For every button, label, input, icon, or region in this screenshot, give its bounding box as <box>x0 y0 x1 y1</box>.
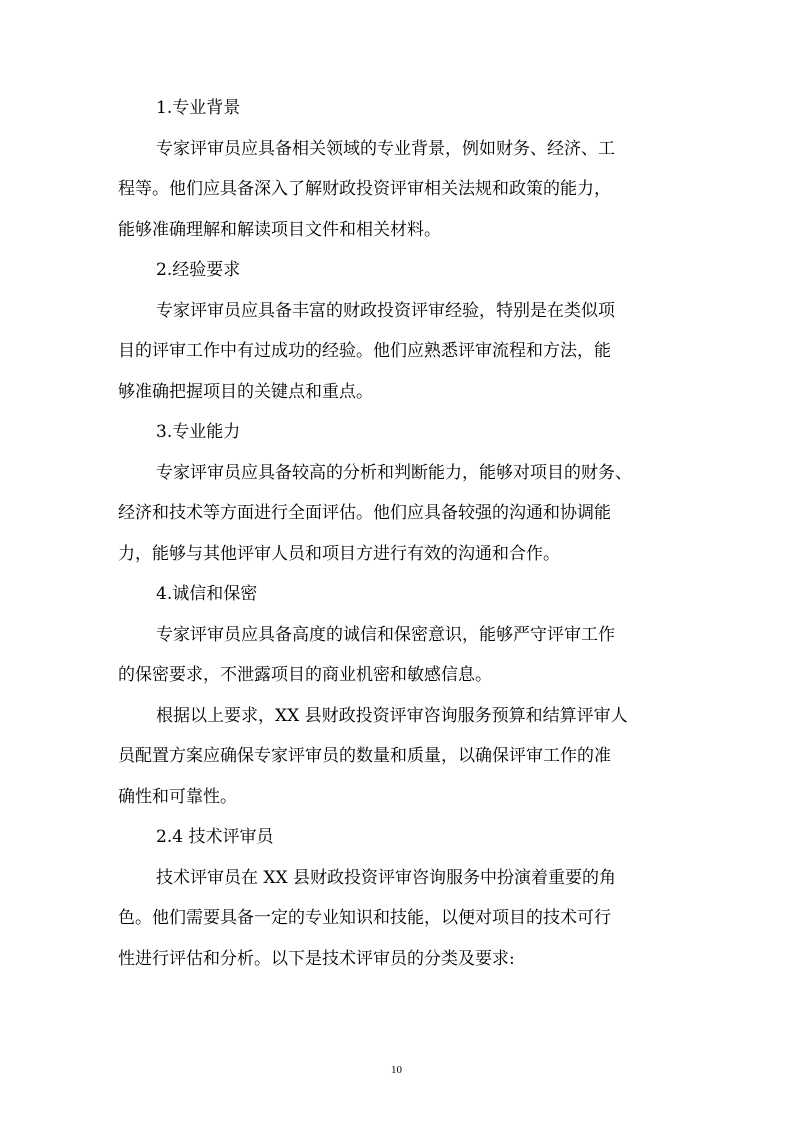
paragraph-line: 经济和技术等方面进行全面评估。他们应具备较强的沟通和协调能 <box>118 503 611 523</box>
paragraph-line: 员配置方案应确保专家评审员的数量和质量，以确保评审工作的准 <box>118 746 611 766</box>
paragraph-line: 技术评审员在 XX 县财政投资评审咨询服务中扮演着重要的角 <box>156 867 617 888</box>
document-body <box>118 88 674 979</box>
paragraph-line: 根据以上要求，XX 县财政投资评审咨询服务预算和结算评审人 <box>156 705 628 726</box>
paragraph-line: 专家评审员应具备高度的诚信和保密意识，能够严守评审工作 <box>156 624 615 645</box>
paragraph-line: 够准确把握项目的关键点和重点。 <box>118 381 373 402</box>
paragraph-line: 性进行评估和分析。以下是技术评审员的分类及要求: <box>118 948 515 969</box>
page-number: 10 <box>391 1064 402 1076</box>
paragraph-professional-background <box>118 129 674 251</box>
paragraph-summary <box>118 696 674 818</box>
paragraph-line: 目的评审工作中有过成功的经验。他们应熟悉评审流程和方法，能 <box>118 341 611 361</box>
paragraph-line: 力，能够与其他评审人员和项目方进行有效的沟通和合作。 <box>118 543 560 564</box>
paragraph-line: 程等。他们应具备深入了解财政投资评审相关法规和政策的能力， <box>118 179 611 199</box>
paragraph-line: 能够准确理解和解读项目文件和相关材料。 <box>118 219 441 240</box>
paragraph-line: 色。他们需要具备一定的专业知识和技能，以便对项目的技术可行 <box>118 908 611 928</box>
section-heading-experience: 2.经验要求 <box>156 260 241 280</box>
paragraph-line: 专家评审员应具备相关领域的专业背景，例如财务、经济、工 <box>156 138 615 159</box>
section-heading-professional-background: 1.专业背景 <box>156 98 241 118</box>
section-heading-professional-ability: 3.专业能力 <box>156 422 241 442</box>
paragraph-line: 确性和可靠性。 <box>118 786 237 807</box>
paragraph-professional-ability <box>118 453 674 575</box>
paragraph-technical-reviewer <box>118 858 674 980</box>
paragraph-line: 专家评审员应具备较高的分析和判断能力，能够对项目的财务、 <box>156 462 632 483</box>
section-heading-technical-reviewer: 2.4 技术评审员 <box>156 827 274 847</box>
section-heading-integrity-confidentiality: 4.诚信和保密 <box>156 584 258 604</box>
paragraph-line: 专家评审员应具备丰富的财政投资评审经验，特别是在类似项 <box>156 300 615 321</box>
paragraph-integrity-confidentiality <box>118 615 674 696</box>
paragraph-experience <box>118 291 674 413</box>
paragraph-line: 的保密要求，不泄露项目的商业机密和敏感信息。 <box>118 665 492 685</box>
